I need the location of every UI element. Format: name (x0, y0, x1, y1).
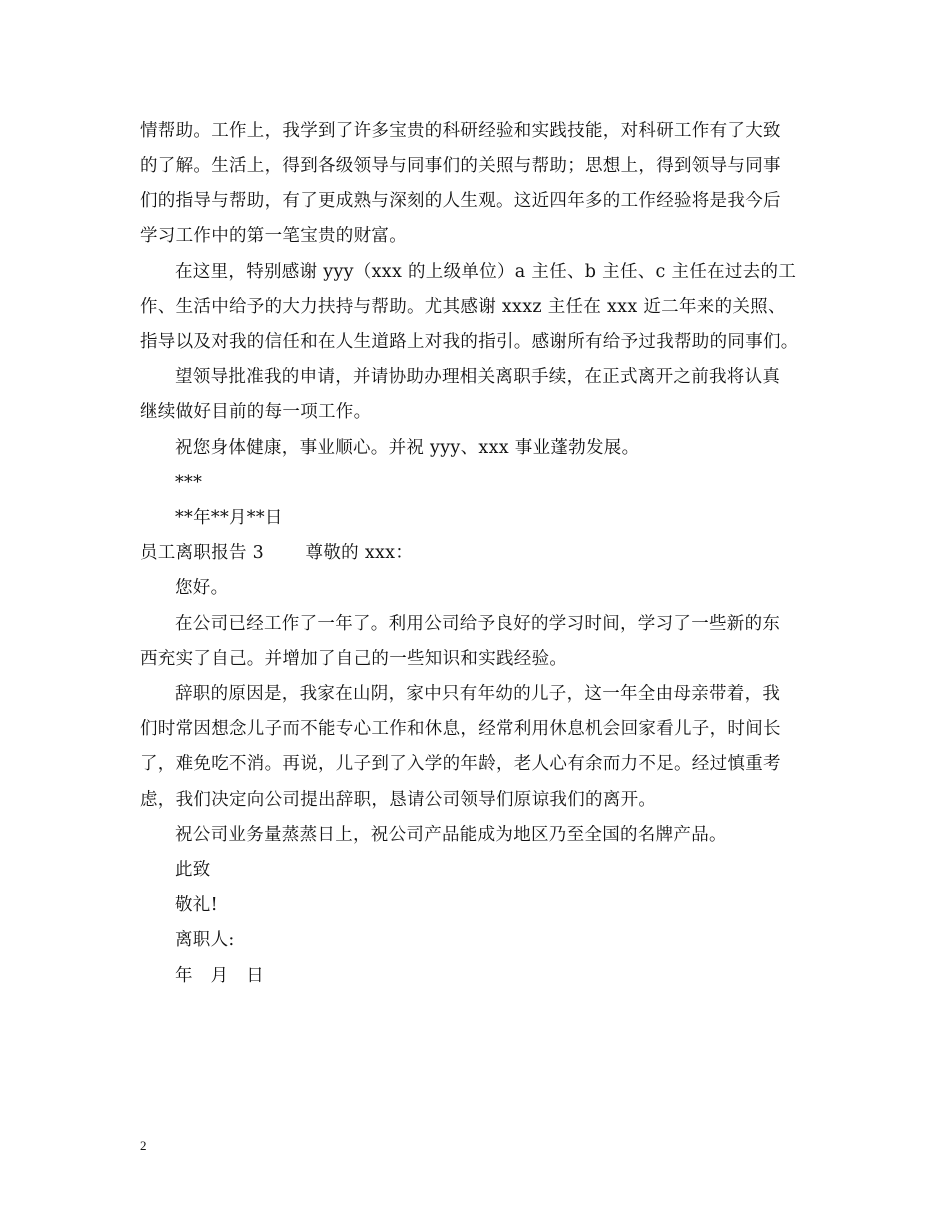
body-line: 西充实了自己。并增加了自己的一些知识和实践经验。 (140, 649, 568, 669)
date-line: **年**月**日 (175, 508, 283, 528)
body-line: 情帮助。工作上，我学到了许多宝贵的科研经验和实践技能，对科研工作有了大致 (140, 121, 781, 141)
body-line: 在公司已经工作了一年了。利用公司给予良好的学习时间，学习了一些新的东 (175, 614, 781, 634)
signature-label: 离职人: (175, 930, 235, 950)
body-line: 在这里，特别感谢 yyy（xxx 的上级单位）a 主任、b 主任、c 主任在过去的工 (175, 262, 797, 282)
body-line: 望领导批准我的申请，并请协助办理相关离职手续，在正式离开之前我将认真 (175, 367, 781, 387)
body-line: 学习工作中的第一笔宝贵的财富。 (140, 226, 407, 246)
body-line: 了，难免吃不消。再说，儿子到了入学的年龄，老人心有余而力不足。经过慎重考 (140, 754, 781, 774)
body-line: 虑，我们决定向公司提出辞职，恳请公司领导们原谅我们的离开。 (140, 790, 657, 810)
date-placeholder: 年 月 日 (175, 966, 264, 986)
body-line: 辞职的原因是，我家在山阴，家中只有年幼的儿子，这一年全由母亲带着，我 (175, 684, 781, 704)
body-line: 祝公司业务量蒸蒸日上，祝公司产品能成为地区乃至全国的名牌产品。 (175, 825, 727, 845)
closing-line: 敬礼! (175, 895, 218, 915)
body-line: 继续做好目前的每一项工作。 (140, 402, 372, 422)
page-number: 2 (140, 1138, 147, 1153)
closing-line: 此致 (175, 860, 211, 880)
body-line: 的了解。生活上，得到各级领导与同事们的关照与帮助；思想上，得到领导与同事 (140, 156, 781, 176)
body-line: 祝您身体健康，事业顺心。并祝 yyy、xxx 事业蓬勃发展。 (175, 438, 640, 458)
body-line: 们时常因想念儿子而不能专心工作和休息，经常利用休息机会回家看儿子，时间长 (140, 719, 781, 739)
body-line: 们的指导与帮助，有了更成熟与深刻的人生观。这近四年多的工作经验将是我今后 (140, 191, 781, 211)
body-line: 作、生活中给予的大力扶持与帮助。尤其感谢 xxxz 主任在 xxx 近二年来的关照、 (140, 297, 786, 317)
section-heading: 员工离职报告 3 尊敬的 xxx： (140, 543, 414, 563)
signature-line: *** (175, 473, 203, 493)
greeting-line: 您好。 (175, 578, 229, 598)
body-line: 指导以及对我的信任和在人生道路上对我的指引。感谢所有给予过我帮助的同事们。 (140, 332, 799, 352)
